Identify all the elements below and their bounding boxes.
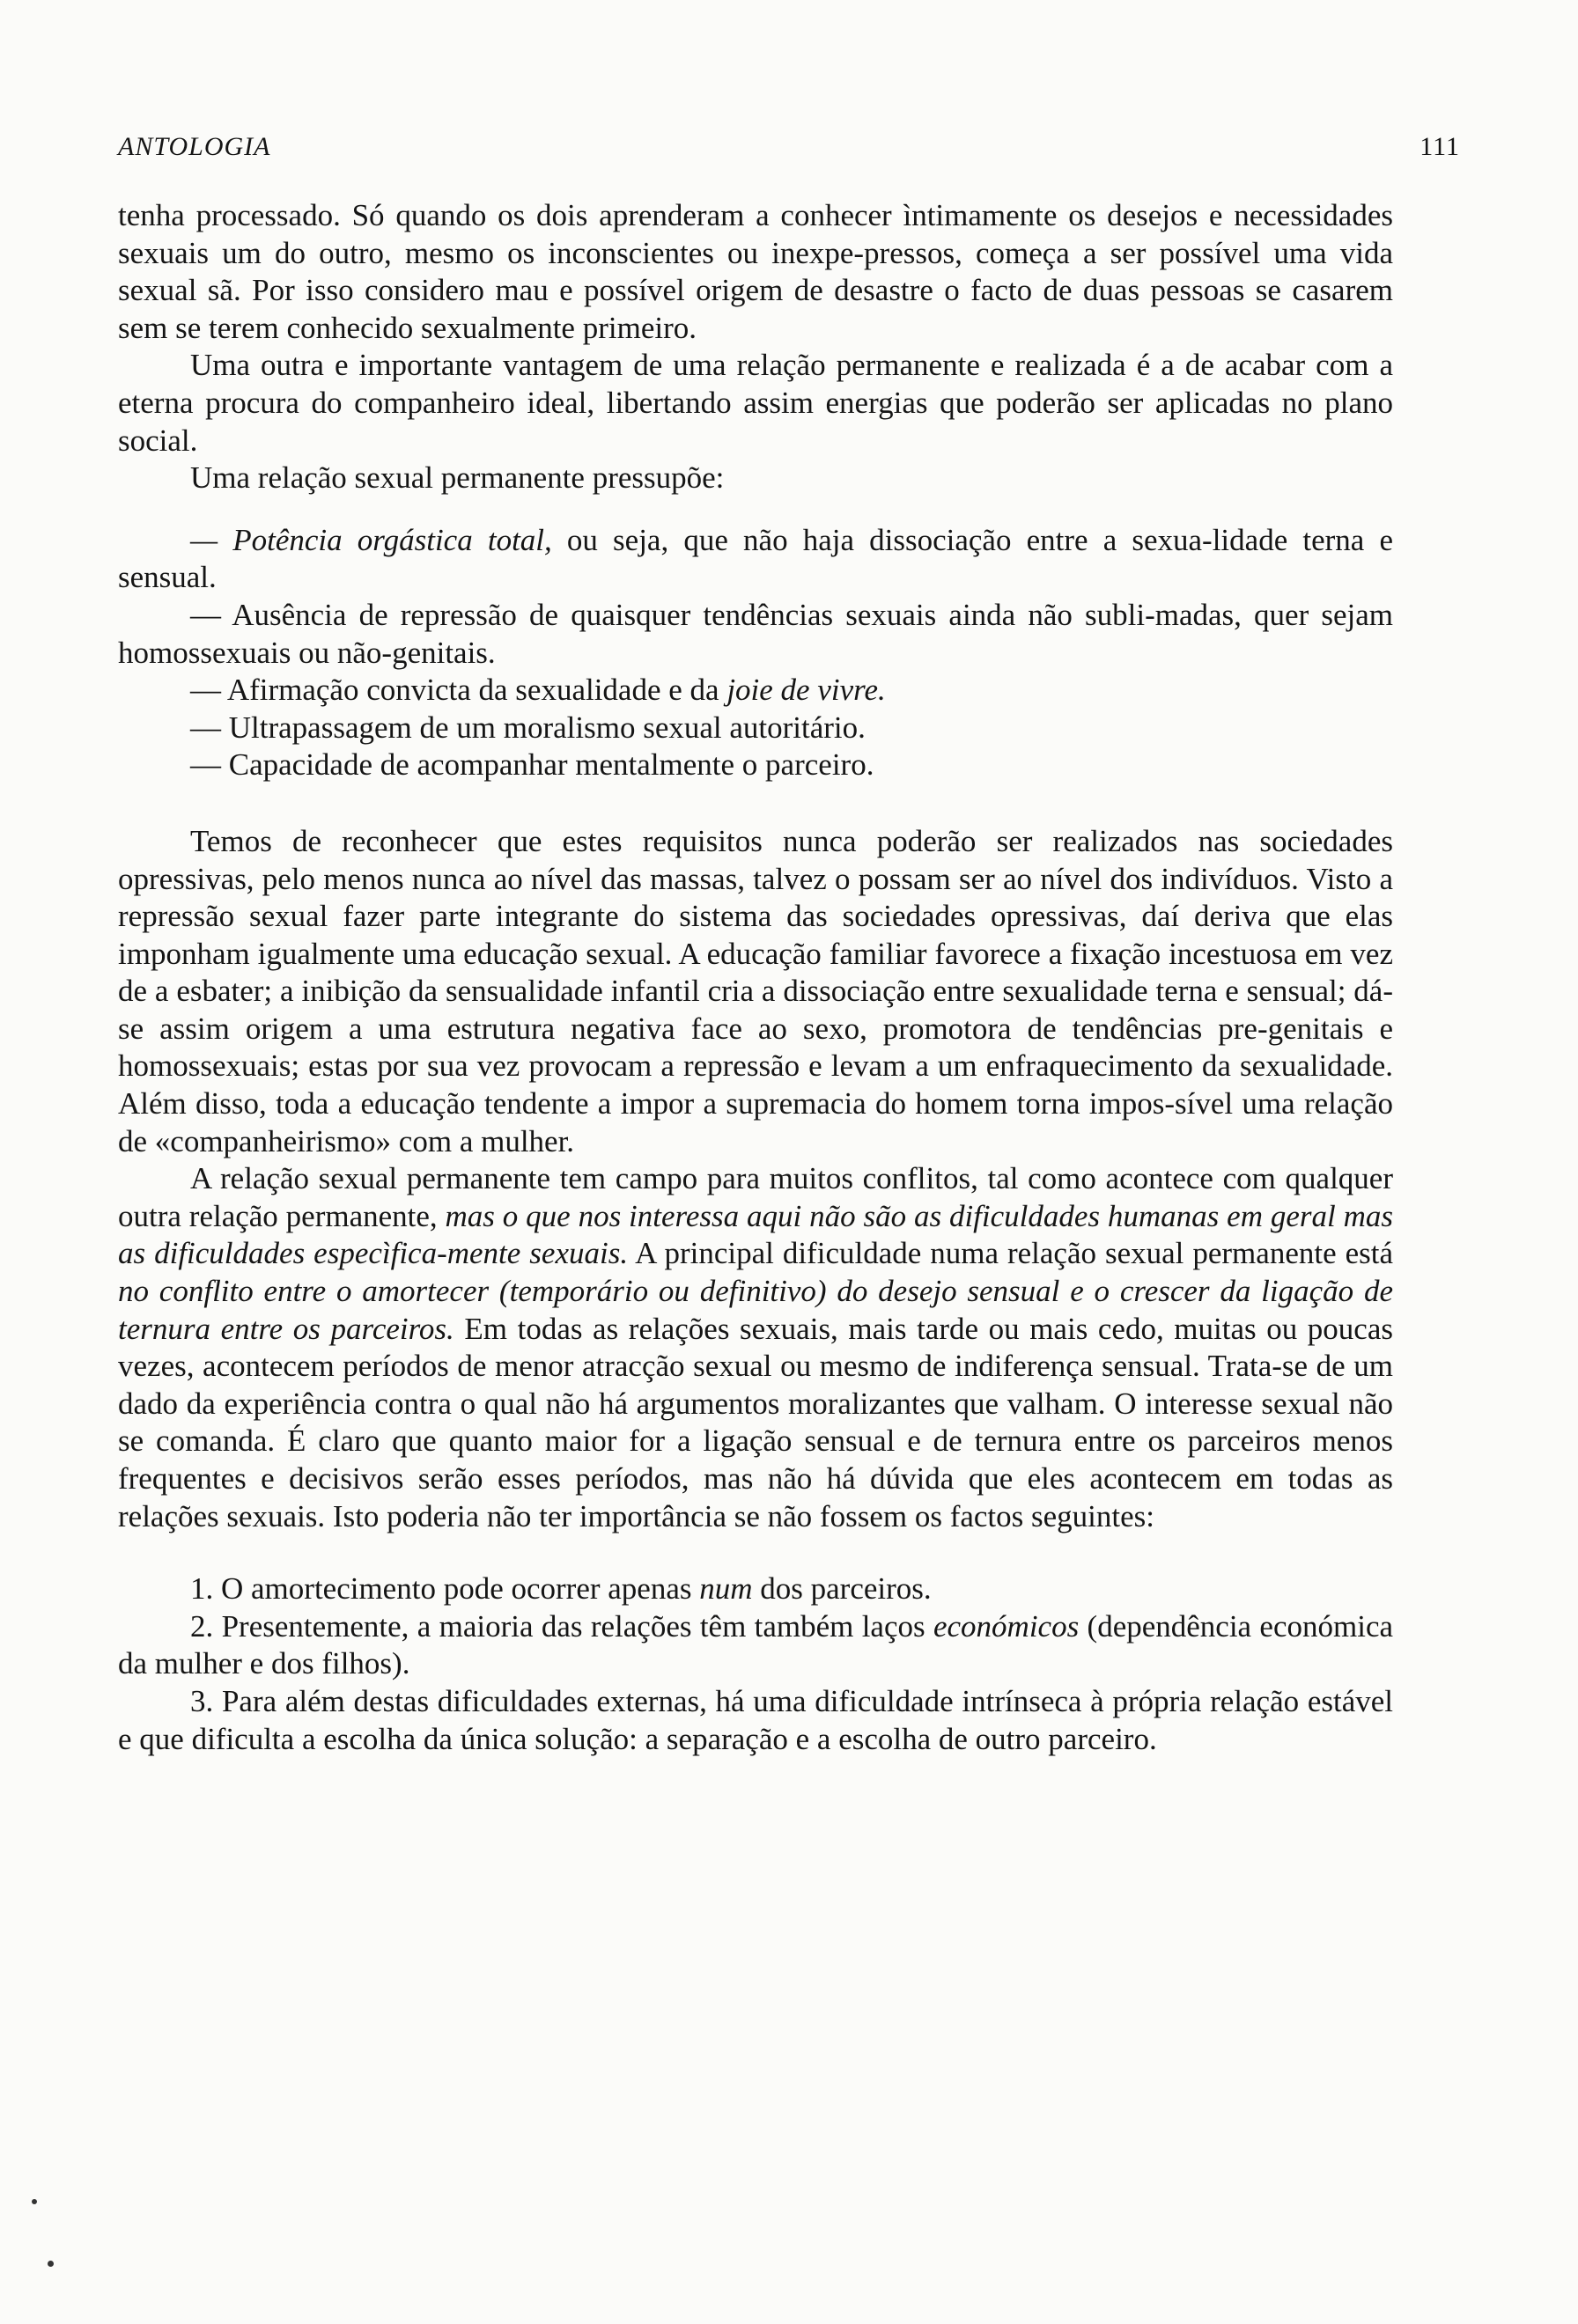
paragraph-4: Temos de reconhecer que estes requisitos nunca poderão ser realizados nas sociedades opressivas, pelo menos nunca ao nível das massas, talvez o possam ser ao nível dos indivíduos. Visto a repressão sexual fazer parte integrante do sistema das sociedades opressivas, daí deriva que elas imponham igualmente uma educação sexual. A educação familiar favorece a fixação incestuosa em vez de a esbater; a inibição da sensualidade infantil cria a dissociação entre sexualidade terna e sensual; dá-se assim origem a uma estrutura negativa face ao sexo, promotora de tendências pre-genitais e homossexuais; estas por sua vez provocam a repressão e levam a um enfraquecimento da sexualidade. Além disso, toda a educação tendente a impor a supremacia do homem torna impos-sível uma relação de «companheirismo» com a mulher. xyxy=(118,823,1393,1158)
running-title: ANTOLOGIA xyxy=(118,132,271,161)
dash-item-4: — Ultrapassagem de um moralismo sexual autoritário. xyxy=(190,710,866,745)
scan-speck xyxy=(48,2261,54,2267)
dash-item-5: — Capacidade de acompanhar mentalmente o parceiro. xyxy=(190,747,874,783)
paragraph-2: Uma outra e importante vantagem de uma relação permanente e realizada é a de acabar com a eterna procura do companheiro ideal, libertando assim energias que poderão ser aplicadas no plano social. xyxy=(118,348,1393,458)
numbered-item-3: 3. Para além destas dificuldades externas, há uma dificuldade intrínseca à própria relação estável e que dificulta a escolha da única solução: a separação e a escolha de outro parceiro. xyxy=(118,1683,1393,1756)
scan-speck xyxy=(32,2199,37,2204)
page-number: 111 xyxy=(1419,132,1460,161)
paragraph-5: A relação sexual permanente tem campo para muitos conflitos, tal como acontece com qualquer outra relação permanente, mas o que nos interessa aqui não são as dificuldades humanas em geral mas as dificuldades especìfica-mente sexuais. A principal dificuldade numa relação sexual permanente está no conflito entre o amortecer (temporário ou definitivo) do desejo sensual e o crescer da ligação de ternura entre os parceiros. Em todas as relações sexuais, mais tarde ou mais cedo, muitas ou poucas vezes, acontecem períodos de menor atracção sexual ou mesmo de indiferença sensual. Trata-se de um dado da experiência contra o qual não há argumentos moralizantes que valham. O interesse sexual não se comanda. É claro que quanto maior for a ligação sensual e de ternura entre os parceiros menos frequentes e decisivos serão esses períodos, mas não há dúvida que eles acontecem em todas as relações sexuais. Isto poderia não ter importância se não fossem os factos seguintes: xyxy=(118,1161,1394,1533)
running-header xyxy=(118,132,1460,167)
numbered-item-1: 1. O amortecimento pode ocorrer apenas num dos parceiros. xyxy=(190,1571,932,1607)
dash-item-3: — Afirmação convicta da sexualidade e da joie de vivre. xyxy=(190,673,886,708)
dash-item-1: — Potência orgástica total, ou seja, que não haja dissociação entre a sexua-lidade terna e sensual. xyxy=(118,522,1393,595)
paragraph-1: tenha processado. Só quando os dois aprenderam a conhecer ìntimamente os desejos e necessidades sexuais um do outro, mesmo os inconscientes ou inexpe-pressos, começa a ser possível uma vida sexual sã. Por isso considero mau e possível origem de desastre o facto de duas pessoas se casarem sem se terem conhecido sexualmente primeiro. xyxy=(118,198,1393,345)
body-text xyxy=(118,197,1393,1758)
paragraph-3: Uma relação sexual permanente pressupõe: xyxy=(190,460,725,496)
numbered-item-2: 2. Presentemente, a maioria das relações têm também laços económicos (dependência económica da mulher e dos filhos). xyxy=(118,1608,1394,1681)
dash-item-2: — Ausência de repressão de quaisquer tendências sexuais ainda não subli-madas, quer sejam homossexuais ou não-genitais. xyxy=(118,597,1393,670)
